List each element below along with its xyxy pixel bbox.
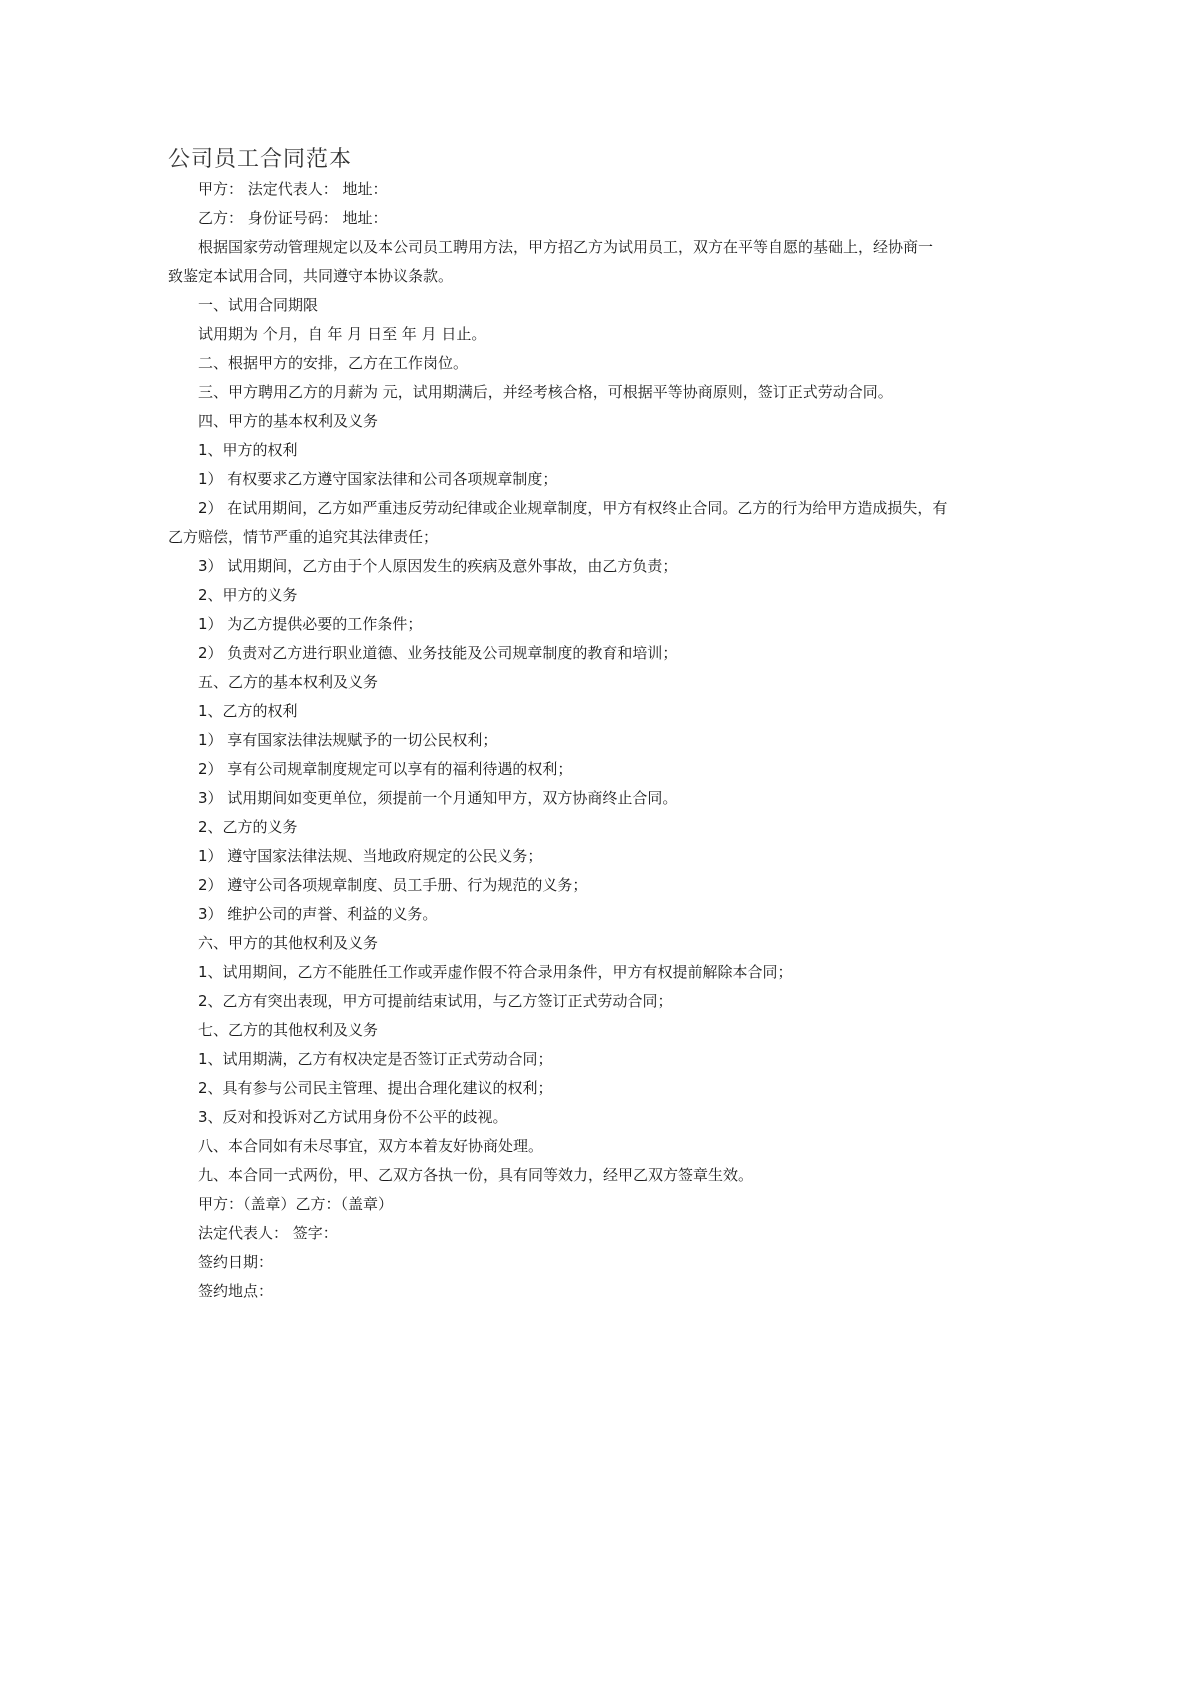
party-a-info: 甲方： 法定代表人： 地址： xyxy=(198,180,388,198)
signing-date-line: 签约日期： xyxy=(198,1253,274,1271)
subsection-heading: 2、甲方的义务 xyxy=(198,586,298,604)
clause-item: 3、反对和投诉对乙方试用身份不公平的歧视。 xyxy=(198,1108,508,1126)
section-9-heading: 九、本合同一式两份，甲、乙双方各执一份，具有同等效力，经甲乙双方签章生效。 xyxy=(198,1166,754,1184)
clause-item: 1） 享有国家法律法规赋予的一切公民权利； xyxy=(198,731,498,749)
section-7-heading: 七、乙方的其他权利及义务 xyxy=(198,1021,379,1039)
clause-item: 3） 试用期间，乙方由于个人原因发生的疾病及意外事故，由乙方负责； xyxy=(198,557,678,575)
signature-seal-line: 甲方：（盖章）乙方：（盖章） xyxy=(198,1195,394,1213)
clause-item: 2、乙方有突出表现，甲方可提前结束试用，与乙方签订正式劳动合同； xyxy=(198,992,673,1010)
section-5-heading: 五、乙方的基本权利及义务 xyxy=(198,673,379,691)
section-4-heading: 四、甲方的基本权利及义务 xyxy=(198,412,379,430)
preamble-paragraph-continuation: 致鉴定本试用合同，共同遵守本协议条款。 xyxy=(168,267,454,285)
clause-item: 2） 在试用期间，乙方如严重违反劳动纪律或企业规章制度，甲方有权终止合同。乙方的行为给甲方造成损失，有 xyxy=(198,499,948,517)
section-6-heading: 六、甲方的其他权利及义务 xyxy=(198,934,379,952)
subsection-heading: 1、乙方的权利 xyxy=(198,702,298,720)
clause-item: 1、试用期间，乙方不能胜任工作或弄虚作假不符合录用条件，甲方有权提前解除本合同； xyxy=(198,963,793,981)
clause-item: 1） 为乙方提供必要的工作条件； xyxy=(198,615,423,633)
clause-item: 2） 负责对乙方进行职业道德、业务技能及公司规章制度的教育和培训； xyxy=(198,644,678,662)
clause-item: 3） 试用期间如变更单位，须提前一个月通知甲方，双方协商终止合同。 xyxy=(198,789,678,807)
party-b-info: 乙方： 身份证号码： 地址： xyxy=(198,209,388,227)
subsection-heading: 1、甲方的权利 xyxy=(198,441,298,459)
document-title: 公司员工合同范本 xyxy=(168,147,353,172)
trial-period-clause: 试用期为 个月，自 年 月 日至 年 月 日止。 xyxy=(198,325,487,343)
clause-item: 2、具有参与公司民主管理、提出合理化建议的权利； xyxy=(198,1079,553,1097)
preamble-paragraph: 根据国家劳动管理规定以及本公司员工聘用方法，甲方招乙方为试用员工，双方在平等自愿的基础上，经协商一 xyxy=(198,238,934,256)
section-8-heading: 八、本合同如有未尽事宜，双方本着友好协商处理。 xyxy=(198,1137,544,1155)
clause-item: 2） 遵守公司各项规章制度、员工手册、行为规范的义务； xyxy=(198,876,588,894)
clause-item: 1） 有权要求乙方遵守国家法律和公司各项规章制度； xyxy=(198,470,558,488)
clause-item-continuation: 乙方赔偿，情节严重的追究其法律责任； xyxy=(168,528,439,546)
document-body xyxy=(168,175,958,1306)
signing-place-line: 签约地点： xyxy=(198,1282,274,1300)
section-2-heading: 二、根据甲方的安排，乙方在工作岗位。 xyxy=(198,354,469,372)
section-3-heading: 三、甲方聘用乙方的月薪为 元，试用期满后，并经考核合格，可根据平等协商原则，签订正式劳动合同。 xyxy=(198,383,893,401)
subsection-heading: 2、乙方的义务 xyxy=(198,818,298,836)
clause-item: 1、试用期满，乙方有权决定是否签订正式劳动合同； xyxy=(198,1050,553,1068)
clause-item: 2） 享有公司规章制度规定可以享有的福利待遇的权利； xyxy=(198,760,573,778)
clause-item: 3） 维护公司的声誉、利益的义务。 xyxy=(198,905,438,923)
section-1-heading: 一、试用合同期限 xyxy=(198,296,319,314)
signature-representative-line: 法定代表人： 签字： xyxy=(198,1224,338,1242)
clause-item: 1） 遵守国家法律法规、当地政府规定的公民义务； xyxy=(198,847,543,865)
